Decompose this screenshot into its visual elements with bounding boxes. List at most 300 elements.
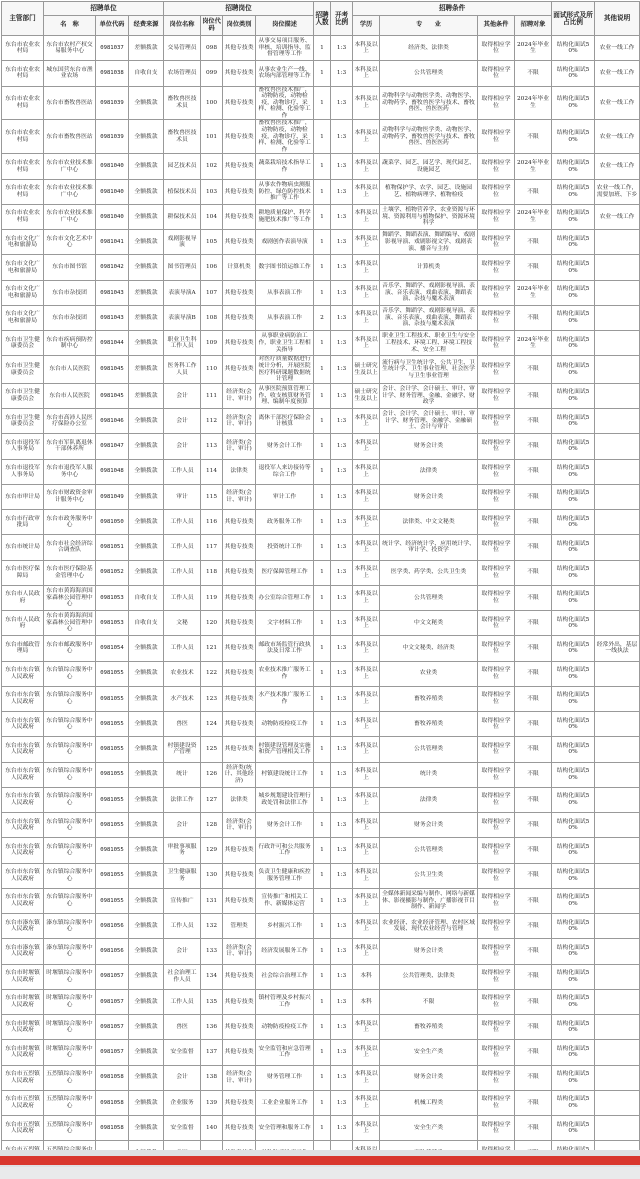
cell-count: 1	[314, 179, 331, 204]
cell-target: 不限	[515, 535, 552, 560]
cell-education: 本科及以上	[353, 120, 380, 154]
cell-count: 1	[314, 737, 331, 762]
cell-other-notes	[595, 510, 640, 535]
cell-other-condition: 取得相应学位	[478, 611, 515, 636]
cell-dept: 东台市文化广电和旅游局	[2, 230, 44, 255]
cell-ratio: 1:3	[331, 280, 353, 305]
cell-ratio: 1:3	[331, 409, 353, 434]
header-count: 招聘人数	[314, 2, 331, 36]
cell-major: 计算机类	[380, 255, 478, 280]
cell-post-type: 其他专技类	[223, 611, 256, 636]
cell-count: 1	[314, 280, 331, 305]
cell-unit-name: 东台市图书馆	[44, 255, 96, 280]
cell-post-desc: 审计工作	[256, 484, 314, 509]
cell-other-notes	[595, 255, 640, 280]
cell-post-code: 118	[201, 560, 223, 585]
table-row	[2, 611, 640, 636]
cell-post-name: 审批事项服务	[164, 838, 201, 863]
cell-count: 1	[314, 383, 331, 408]
cell-fund-source: 差额拨款	[129, 356, 164, 383]
cell-unit-code: 0981055	[96, 813, 129, 838]
cell-post-type: 经济类(会计、审计)	[223, 409, 256, 434]
cell-dept: 东台市统计局	[2, 535, 44, 560]
cell-post-name: 安全监督	[164, 1040, 201, 1065]
cell-post-code: 129	[201, 838, 223, 863]
cell-major: 公共管理类	[380, 737, 478, 762]
cell-unit-name: 东台市军队离退休干部休养所	[44, 434, 96, 459]
cell-dept: 东台市人民政府	[2, 585, 44, 610]
cell-exam: 结构化面试50%	[552, 737, 595, 762]
cell-dept: 东台市东台镇人民政府	[2, 686, 44, 711]
cell-other-notes	[595, 305, 640, 330]
cell-target: 不限	[515, 989, 552, 1014]
cell-fund-source: 自收自支	[129, 611, 164, 636]
cell-dept: 东台市卫生健康委员会	[2, 409, 44, 434]
cell-other-notes	[595, 535, 640, 560]
cell-education: 本科及以上	[353, 888, 380, 913]
cell-post-type: 其他专技类	[223, 36, 256, 61]
cell-target: 2024年毕业生	[515, 204, 552, 229]
cell-exam: 结构化面试50%	[552, 888, 595, 913]
cell-post-name: 工作人员	[164, 585, 201, 610]
cell-ratio: 1:3	[331, 762, 353, 787]
table-row	[2, 154, 640, 179]
cell-post-name: 文秘	[164, 611, 201, 636]
cell-other-condition: 取得相应学位	[478, 560, 515, 585]
cell-post-name: 耕保技术员	[164, 204, 201, 229]
cell-unit-name: 东台市农村产权交易服务中心	[44, 36, 96, 61]
cell-unit-code: 0981044	[96, 331, 129, 356]
cell-post-desc: 畜牧兽医技术推广，动物防疫，动物检疫，动物诊疗、采样、检测、化验等工作	[256, 120, 314, 154]
cell-exam: 结构化面试50%	[552, 36, 595, 61]
cell-unit-name: 东台市邮政服务中心	[44, 636, 96, 661]
cell-dept: 东台市东台镇人民政府	[2, 737, 44, 762]
cell-post-code: 138	[201, 1065, 223, 1090]
cell-exam: 结构化面试50%	[552, 331, 595, 356]
cell-post-desc: 文字材料工作	[256, 611, 314, 636]
cell-post-type: 其他专技类	[223, 331, 256, 356]
cell-other-notes	[595, 560, 640, 585]
cell-exam: 结构化面试50%	[552, 61, 595, 86]
cell-dept: 东台市退役军人事务局	[2, 434, 44, 459]
cell-major: 流行病与卫生统计学、公共卫生、卫生统计学、卫生事业管理、社会医学与卫生事业管理	[380, 356, 478, 383]
table-row	[2, 585, 640, 610]
cell-ratio: 1:3	[331, 914, 353, 939]
cell-target: 不限	[515, 434, 552, 459]
cell-unit-name: 溱东镇综合服务中心	[44, 939, 96, 964]
cell-post-code: 110	[201, 356, 223, 383]
cell-dept: 东台市行政审批局	[2, 510, 44, 535]
cell-exam: 结构化面试50%	[552, 838, 595, 863]
cell-unit-name: 东台市黄海海滨国家森林公园管理中心	[44, 611, 96, 636]
cell-count: 1	[314, 61, 331, 86]
cell-unit-name: 东台镇综合服务中心	[44, 686, 96, 711]
cell-post-type: 其他专技类	[223, 61, 256, 86]
cell-post-desc: 数字图书馆运维工作	[256, 255, 314, 280]
cell-post-desc: 从事表演工作	[256, 305, 314, 330]
cell-post-code: 127	[201, 787, 223, 812]
cell-post-desc: 畜牧兽医技术推广，动物防疫，动物检疫，动物诊疗、采样、检测、化验等工作	[256, 86, 314, 120]
cell-post-type: 其他专技类	[223, 1090, 256, 1115]
table-row	[2, 409, 640, 434]
cell-ratio: 1:3	[331, 661, 353, 686]
cell-other-notes	[595, 661, 640, 686]
cell-post-type: 其他专技类	[223, 636, 256, 661]
cell-education: 本科及以上	[353, 762, 380, 787]
cell-unit-code: 0981058	[96, 1065, 129, 1090]
cell-education: 本科及以上	[353, 686, 380, 711]
cell-exam: 结构化面试50%	[552, 434, 595, 459]
table-row	[2, 762, 640, 787]
cell-unit-name: 东台市医疗保险基金管理中心	[44, 560, 96, 585]
cell-other-notes	[595, 331, 640, 356]
cell-unit-name: 五烈镇综合服务中心	[44, 1090, 96, 1115]
cell-other-condition: 取得相应学位	[478, 1040, 515, 1065]
cell-other-condition: 取得相应学位	[478, 179, 515, 204]
cell-post-code: 101	[201, 120, 223, 154]
cell-education: 本科及以上	[353, 712, 380, 737]
cell-target: 不限	[515, 1116, 552, 1141]
cell-unit-code: 0981040	[96, 154, 129, 179]
cell-other-notes	[595, 838, 640, 863]
cell-other-notes	[595, 484, 640, 509]
cell-fund-source: 全额拨款	[129, 459, 164, 484]
cell-other-condition: 取得相应学位	[478, 636, 515, 661]
table-row	[2, 535, 640, 560]
cell-exam: 结构化面试50%	[552, 1065, 595, 1090]
cell-exam: 结构化面试50%	[552, 863, 595, 888]
cell-major: 音乐学、舞蹈学、戏剧影视导演、表演、音乐表演、戏曲表演、舞蹈表演、杂技与魔术表演	[380, 280, 478, 305]
cell-post-desc: 社会综合治理工作	[256, 964, 314, 989]
cell-post-code: 107	[201, 280, 223, 305]
cell-unit-name: 东台市畜牧兽医站	[44, 86, 96, 120]
cell-other-condition: 取得相应学位	[478, 86, 515, 120]
cell-other-notes	[595, 686, 640, 711]
cell-major: 法律类	[380, 787, 478, 812]
cell-unit-name: 时堰镇综合服务中心	[44, 1015, 96, 1040]
cell-unit-name: 东台市农业技术推广中心	[44, 154, 96, 179]
cell-fund-source: 全额拨款	[129, 838, 164, 863]
cell-post-code: 126	[201, 762, 223, 787]
cell-target: 不限	[515, 686, 552, 711]
cell-post-code: 114	[201, 459, 223, 484]
cell-other-notes: 农业一线工作	[595, 36, 640, 61]
cell-post-type: 其他专技类	[223, 154, 256, 179]
table-row	[2, 255, 640, 280]
cell-count: 1	[314, 787, 331, 812]
cell-other-condition: 取得相应学位	[478, 255, 515, 280]
cell-major: 法律类、中文文秘类	[380, 510, 478, 535]
cell-post-code: 120	[201, 611, 223, 636]
cell-post-name: 工作人员	[164, 989, 201, 1014]
cell-ratio: 1:3	[331, 989, 353, 1014]
cell-fund-source: 全额拨款	[129, 787, 164, 812]
cell-unit-code: 0981057	[96, 989, 129, 1014]
cell-exam: 结构化面试50%	[552, 1040, 595, 1065]
cell-unit-code: 0981057	[96, 1040, 129, 1065]
footer-band	[0, 1150, 640, 1179]
cell-dept: 东台市农业农村局	[2, 154, 44, 179]
cell-other-condition: 取得相应学位	[478, 661, 515, 686]
table-row	[2, 964, 640, 989]
cell-unit-code: 0981043	[96, 305, 129, 330]
cell-post-name: 会计	[164, 939, 201, 964]
cell-fund-source: 全额拨款	[129, 1065, 164, 1090]
cell-unit-name: 东台市人民医院	[44, 383, 96, 408]
cell-post-code: 128	[201, 813, 223, 838]
cell-unit-code: 0981049	[96, 484, 129, 509]
cell-target: 不限	[515, 484, 552, 509]
cell-target: 不限	[515, 179, 552, 204]
cell-other-notes: 农业一线工作	[595, 154, 640, 179]
cell-unit-name: 东台镇综合服务中心	[44, 762, 96, 787]
cell-post-code: 135	[201, 989, 223, 1014]
cell-education: 本科及以上	[353, 230, 380, 255]
cell-post-name: 工作人员	[164, 560, 201, 585]
cell-target: 2024年毕业生	[515, 154, 552, 179]
cell-major: 会计、会计学、会计硕士、审计、审计学、财务管理、金融学、金融硕士、会计与审计	[380, 409, 478, 434]
cell-target: 不限	[515, 1065, 552, 1090]
cell-education: 本科及以上	[353, 409, 380, 434]
cell-target: 不限	[515, 383, 552, 408]
cell-post-desc: 乡村振兴工作	[256, 914, 314, 939]
cell-other-condition: 取得相应学位	[478, 737, 515, 762]
cell-count: 1	[314, 255, 331, 280]
cell-count: 1	[314, 484, 331, 509]
cell-other-notes	[595, 1116, 640, 1141]
cell-ratio: 1:3	[331, 484, 353, 509]
cell-count: 1	[314, 686, 331, 711]
cell-dept: 东台市农业农村局	[2, 120, 44, 154]
cell-count: 1	[314, 1090, 331, 1115]
cell-post-code: 108	[201, 305, 223, 330]
cell-post-desc: 安全监管和应急管理工作	[256, 1040, 314, 1065]
cell-count: 1	[314, 863, 331, 888]
header-fund-source: 经费来源	[129, 16, 164, 36]
cell-other-condition: 取得相应学位	[478, 1015, 515, 1040]
cell-dept: 东台市农业农村局	[2, 204, 44, 229]
cell-dept: 东台市农业农村局	[2, 61, 44, 86]
cell-ratio: 1:3	[331, 120, 353, 154]
cell-post-code: 105	[201, 230, 223, 255]
cell-post-name: 农业技术	[164, 661, 201, 686]
cell-unit-code: 0981055	[96, 737, 129, 762]
cell-major: 财务会计类	[380, 939, 478, 964]
cell-other-condition: 取得相应学位	[478, 120, 515, 154]
header-ratio: 开考比例	[331, 2, 353, 36]
table-row	[2, 661, 640, 686]
table-row	[2, 989, 640, 1014]
cell-ratio: 1:3	[331, 1090, 353, 1115]
table-row	[2, 712, 640, 737]
cell-major: 经济类、法律类	[380, 36, 478, 61]
cell-exam: 结构化面试50%	[552, 762, 595, 787]
cell-ratio: 1:3	[331, 179, 353, 204]
cell-dept: 东台市五烈镇人民政府	[2, 1090, 44, 1115]
cell-fund-source: 全额拨款	[129, 535, 164, 560]
cell-exam: 结构化面试50%	[552, 459, 595, 484]
cell-post-type: 经济类(会计、审计)	[223, 434, 256, 459]
footer-grey-strip	[0, 1167, 640, 1179]
cell-major: 动物科学与动物医学类、动物医学、动物药学、畜牧兽医学与技术、畜牧兽医、兽医医药	[380, 120, 478, 154]
cell-major: 农业类	[380, 661, 478, 686]
cell-target: 不限	[515, 459, 552, 484]
cell-post-desc: 离休干部医疗保险会计核算	[256, 409, 314, 434]
cell-unit-code: 0981041	[96, 230, 129, 255]
cell-exam: 结构化面试50%	[552, 383, 595, 408]
cell-target: 不限	[515, 1090, 552, 1115]
cell-fund-source: 差额拨款	[129, 280, 164, 305]
cell-target: 不限	[515, 356, 552, 383]
cell-unit-name: 东台镇综合服务中心	[44, 737, 96, 762]
cell-unit-code: 0981040	[96, 179, 129, 204]
cell-post-type: 其他专技类	[223, 585, 256, 610]
cell-unit-name: 溱东镇综合服务中心	[44, 914, 96, 939]
cell-unit-code: 0981053	[96, 611, 129, 636]
cell-ratio: 1:3	[331, 863, 353, 888]
cell-target: 不限	[515, 1015, 552, 1040]
cell-major: 统计学、经济统计学、应用统计学、审计学、投资学	[380, 535, 478, 560]
cell-education: 本科及以上	[353, 1090, 380, 1115]
cell-unit-code: 0981047	[96, 434, 129, 459]
cell-dept: 东台市文化广电和旅游局	[2, 255, 44, 280]
cell-ratio: 1:3	[331, 813, 353, 838]
cell-post-type: 其他专技类	[223, 1040, 256, 1065]
cell-education: 本科及以上	[353, 914, 380, 939]
cell-other-notes	[595, 863, 640, 888]
cell-post-desc: 政务服务工作	[256, 510, 314, 535]
cell-other-condition: 取得相应学位	[478, 409, 515, 434]
cell-other-condition: 取得相应学位	[478, 280, 515, 305]
cell-other-condition: 取得相应学位	[478, 787, 515, 812]
cell-unit-name: 东台市杂技团	[44, 280, 96, 305]
cell-unit-name: 东台镇综合服务中心	[44, 712, 96, 737]
cell-post-name: 兽医	[164, 1015, 201, 1040]
cell-fund-source: 自收自支	[129, 61, 164, 86]
cell-fund-source: 全额拨款	[129, 661, 164, 686]
cell-post-name: 图书管理员	[164, 255, 201, 280]
cell-exam: 结构化面试50%	[552, 661, 595, 686]
cell-unit-name: 五烈镇综合服务中心	[44, 1116, 96, 1141]
cell-other-notes	[595, 762, 640, 787]
cell-unit-code: 0981038	[96, 61, 129, 86]
cell-ratio: 1:3	[331, 737, 353, 762]
cell-other-notes	[595, 1040, 640, 1065]
cell-fund-source: 全额拨款	[129, 255, 164, 280]
cell-dept: 东台市东台镇人民政府	[2, 888, 44, 913]
cell-count: 1	[314, 120, 331, 154]
cell-fund-source: 全额拨款	[129, 560, 164, 585]
cell-post-code: 130	[201, 863, 223, 888]
cell-ratio: 1:3	[331, 434, 353, 459]
cell-unit-code: 0981052	[96, 560, 129, 585]
cell-ratio: 1:3	[331, 712, 353, 737]
cell-education: 硕士研究生及以上	[353, 356, 380, 383]
cell-unit-code: 0981056	[96, 914, 129, 939]
cell-post-desc: 安全管理和服务工作	[256, 1116, 314, 1141]
cell-exam: 结构化面试50%	[552, 1116, 595, 1141]
cell-other-condition: 取得相应学位	[478, 989, 515, 1014]
cell-count: 1	[314, 204, 331, 229]
cell-other-notes: 农业一线工作	[595, 86, 640, 120]
cell-post-code: 109	[201, 331, 223, 356]
cell-fund-source: 全额拨款	[129, 914, 164, 939]
cell-post-type: 其他专技类	[223, 230, 256, 255]
cell-target: 2024年毕业生	[515, 36, 552, 61]
cell-ratio: 1:3	[331, 585, 353, 610]
cell-post-desc: 工业企业服务工作	[256, 1090, 314, 1115]
cell-post-type: 管理类	[223, 914, 256, 939]
cell-post-type: 计算机类	[223, 255, 256, 280]
cell-other-condition: 取得相应学位	[478, 888, 515, 913]
cell-major: 医学类、药学类、公共卫生类	[380, 560, 478, 585]
header-post-type: 岗位类别	[223, 16, 256, 36]
cell-dept: 东台市人民政府	[2, 611, 44, 636]
cell-post-name: 会计	[164, 1065, 201, 1090]
cell-post-desc: 经济发展服务工作	[256, 939, 314, 964]
cell-fund-source: 全额拨款	[129, 230, 164, 255]
table-row	[2, 280, 640, 305]
cell-dept: 东台市卫生健康委员会	[2, 383, 44, 408]
cell-count: 1	[314, 86, 331, 120]
cell-education: 本科及以上	[353, 535, 380, 560]
cell-education: 本科及以上	[353, 154, 380, 179]
cell-education: 本科及以上	[353, 280, 380, 305]
cell-target: 不限	[515, 888, 552, 913]
cell-count: 1	[314, 459, 331, 484]
cell-other-condition: 取得相应学位	[478, 939, 515, 964]
cell-post-code: 121	[201, 636, 223, 661]
cell-unit-name: 东台镇综合服务中心	[44, 888, 96, 913]
cell-post-name: 工作人员	[164, 459, 201, 484]
cell-target: 不限	[515, 305, 552, 330]
cell-major: 畜牧养殖类	[380, 686, 478, 711]
cell-post-type: 其他专技类	[223, 560, 256, 585]
cell-post-desc: 从事交易项目服务、审核、培训指导、监督管理等工作	[256, 36, 314, 61]
cell-post-code: 124	[201, 712, 223, 737]
cell-ratio: 1:3	[331, 611, 353, 636]
cell-other-notes	[595, 813, 640, 838]
cell-count: 1	[314, 510, 331, 535]
cell-other-notes	[595, 434, 640, 459]
cell-major: 公共管理类、法律类	[380, 964, 478, 989]
cell-other-notes: 农业一线工作	[595, 120, 640, 154]
cell-target: 不限	[515, 120, 552, 154]
recruitment-table-sheet	[1, 1, 639, 1147]
table-row	[2, 863, 640, 888]
cell-major: 植物保护学、农学、园艺、设施园艺、植物病理学、植物检疫	[380, 179, 478, 204]
table-row	[2, 434, 640, 459]
cell-other-condition: 取得相应学位	[478, 1065, 515, 1090]
cell-post-name: 会计	[164, 383, 201, 408]
cell-unit-code: 0981053	[96, 585, 129, 610]
cell-post-name: 审计	[164, 484, 201, 509]
cell-unit-name: 城东国营东台市渔业农场	[44, 61, 96, 86]
cell-exam: 结构化面试50%	[552, 154, 595, 179]
cell-target: 不限	[515, 409, 552, 434]
header-other-condition: 其他条件	[478, 16, 515, 36]
cell-post-type: 其他专技类	[223, 737, 256, 762]
cell-target: 不限	[515, 964, 552, 989]
cell-education: 本科及以上	[353, 484, 380, 509]
cell-fund-source: 全额拨款	[129, 510, 164, 535]
cell-post-type: 其他专技类	[223, 888, 256, 913]
cell-education: 本科及以上	[353, 737, 380, 762]
table-row	[2, 356, 640, 383]
cell-exam: 结构化面试50%	[552, 712, 595, 737]
cell-fund-source: 全额拨款	[129, 120, 164, 154]
cell-post-name: 工作人员	[164, 914, 201, 939]
